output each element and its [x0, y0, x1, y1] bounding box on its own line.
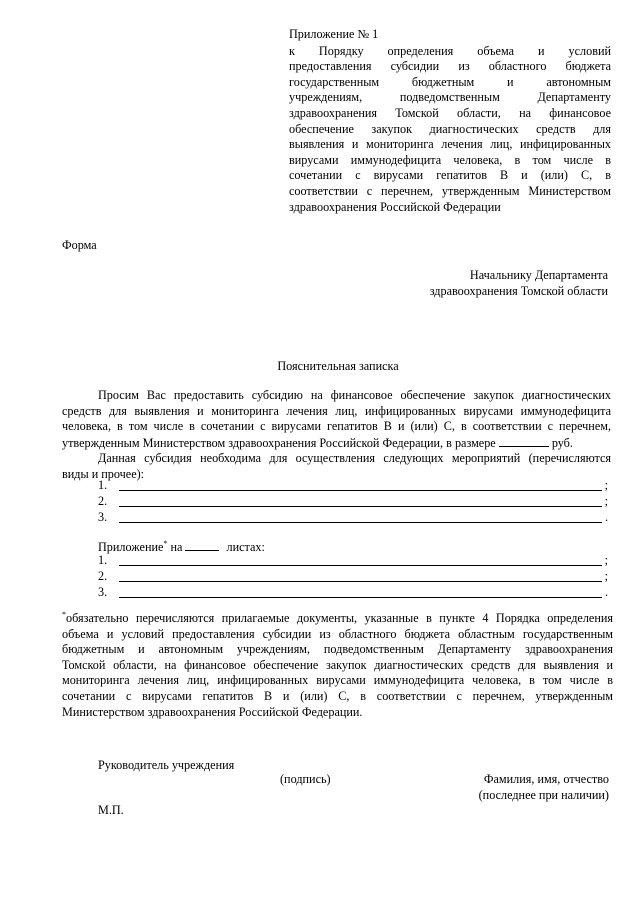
list-end-mark: ;: [604, 569, 608, 583]
sheets-count-blank[interactable]: [185, 539, 219, 551]
signature-caption: (подпись): [280, 772, 331, 786]
header-line: предоставления субсидии из областного бюджета: [289, 59, 611, 74]
form-label: Форма: [62, 238, 97, 252]
document-title: Пояснительная записка: [277, 359, 399, 373]
list-end-mark: .: [604, 585, 608, 599]
list-number: 2.: [98, 569, 108, 583]
attachment-list-item: [98, 569, 608, 585]
appendix-title: Приложение № 1: [289, 27, 379, 41]
paragraph-line: Данная субсидия необходима для осуществления следующих мероприятий (перечисляются: [98, 451, 611, 465]
list-end-mark: ;: [604, 553, 608, 567]
footnote-line: Министерством здравоохранения Российской Федерации.: [62, 704, 363, 719]
header-line: к Порядку определения объема и условий: [289, 43, 611, 58]
list-number: 2.: [98, 494, 108, 508]
activity-list-item: [98, 478, 608, 494]
addressee-line: здравоохранения Томской области: [429, 283, 608, 298]
full-name-line: Фамилия, имя, отчество: [483, 772, 609, 786]
fill-in-line[interactable]: [119, 581, 602, 582]
attachment-on: на: [170, 540, 183, 554]
attachment-list-item: [98, 585, 608, 601]
footnote-mark: *: [62, 609, 66, 619]
footnote: [62, 611, 613, 720]
header-line: соответствии с перечнем, утвержденным Министерством: [289, 183, 611, 198]
header-line: сочетании с вирусами гепатитов В и (или) С, в: [289, 168, 611, 183]
list-number: 3.: [98, 510, 108, 524]
header-line: учреждениям, подведомственным Департаменту: [289, 90, 611, 105]
list-number: 1.: [98, 553, 108, 567]
full-name-caption: [400, 772, 609, 803]
stamp-place: М.П.: [98, 803, 124, 817]
head-of-institution: Руководитель учреждения: [98, 758, 235, 772]
footnote-line: Томской области, на финансовое обеспечение закупок диагностических средств для выявления и: [62, 657, 613, 672]
list-end-mark: ;: [604, 494, 608, 508]
addressee: [300, 268, 608, 299]
attachment-list-item: [98, 553, 608, 569]
footnote-line: сочетании с вирусами гепатитов В и (или) С, в соответствии с перечнем, утвержденным: [62, 688, 613, 703]
fill-in-line[interactable]: [119, 565, 602, 566]
header-line: выявления и мониторинга лечения лиц, инфицированных: [289, 137, 611, 152]
fill-in-line[interactable]: [119, 490, 602, 491]
activity-list-item: [98, 510, 608, 526]
amount-blank[interactable]: [499, 435, 549, 447]
addressee-line: Начальнику Департамента: [469, 268, 608, 282]
paragraph-line: человека, в том числе в сочетании с вирусами гепатитов В и (или) С, в соответствии с перечнем,: [62, 419, 611, 434]
list-number: 3.: [98, 585, 108, 599]
fill-in-line[interactable]: [119, 597, 602, 598]
fill-in-line[interactable]: [119, 506, 602, 507]
attachment-suffix: листах:: [226, 540, 265, 554]
footnote-line: мониторинга лечения лиц, инфицированных вирусами иммунодефицита человека, в том числе в: [62, 673, 613, 688]
list-end-mark: .: [604, 510, 608, 524]
paragraph-line: утвержденным Министерством здравоохранения Российской Федерации, в размере руб.: [62, 435, 573, 450]
paragraph-line: виды и прочее):: [62, 466, 145, 481]
appendix-header: [289, 27, 611, 215]
attachment-prefix: Приложение: [98, 540, 164, 554]
header-line: государственным бюджетным и автономным: [289, 74, 611, 89]
activity-list-item: [98, 494, 608, 510]
fill-in-line[interactable]: [119, 522, 602, 523]
header-line: здравоохранения Томской области, на финансовое: [289, 105, 611, 120]
appendix-reference: [289, 44, 611, 216]
list-number: 1.: [98, 478, 108, 492]
header-line: здравоохранения Российской Федерации: [289, 199, 501, 214]
full-name-note: (последнее при наличии): [478, 787, 609, 802]
footnote-mark: *: [163, 538, 168, 548]
header-line: обеспечение закупок диагностических средств для: [289, 121, 611, 136]
request-paragraph: [62, 388, 611, 451]
footnote-line: бюджетным и автономным учреждениям, подведомственным Департаменту здравоохранения: [62, 642, 613, 657]
footnote-line: *обязательно перечисляются прилагаемые документы, указанные в пункте 4 Порядка определения: [62, 609, 613, 625]
footnote-line: объема и условий предоставления субсидии из областного бюджета областным государственным: [62, 626, 613, 641]
paragraph-line: средств для выявления и мониторинга лечения лиц, инфицированных вирусами иммунодефицита: [62, 403, 611, 418]
list-end-mark: ;: [604, 478, 608, 492]
header-line: вирусами иммунодефицита человека, в том числе в: [289, 152, 611, 167]
paragraph-line: Просим Вас предоставить субсидию на финансовое обеспечение закупок диагностических: [98, 388, 611, 402]
currency-label: руб.: [551, 435, 573, 450]
